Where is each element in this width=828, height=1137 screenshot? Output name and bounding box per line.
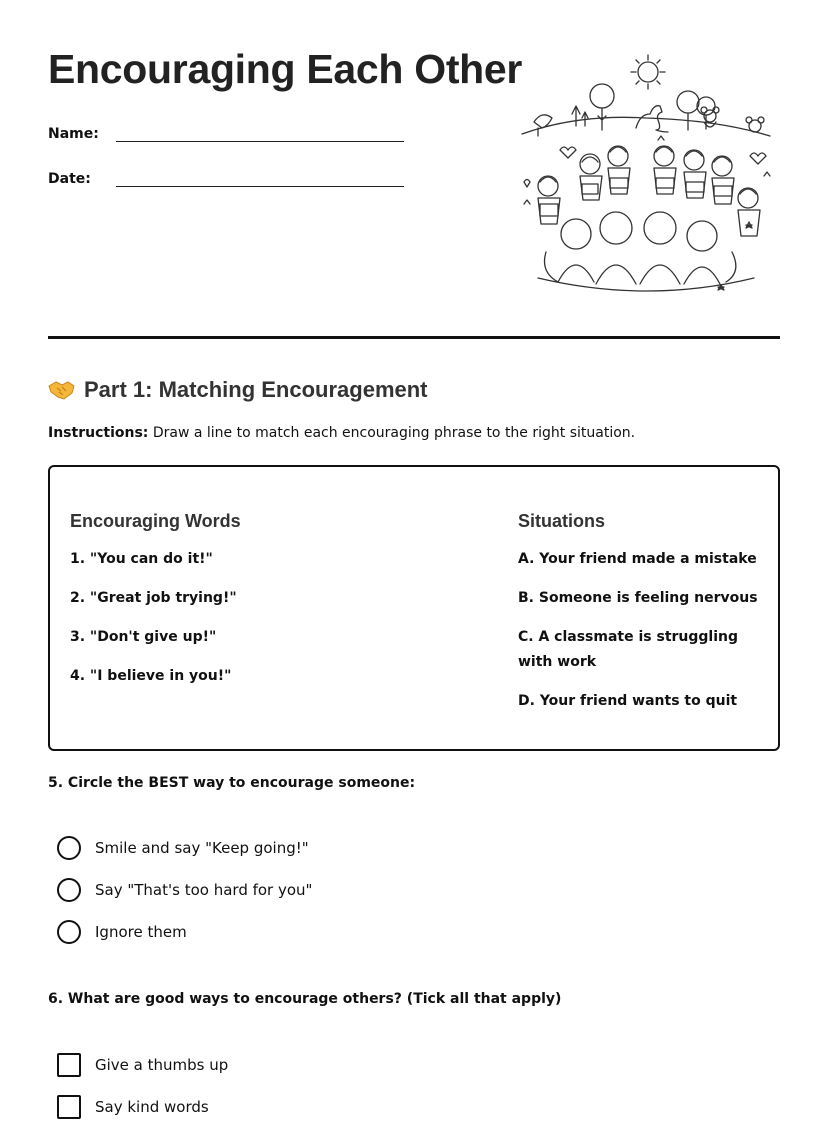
situations-column [518, 511, 768, 728]
encouraging-word-item[interactable]: 1. "You can do it!" [70, 551, 213, 567]
radio-option[interactable] [57, 836, 312, 860]
checkbox-icon[interactable] [57, 1053, 81, 1077]
section-divider [48, 336, 780, 339]
radio-circle-icon[interactable] [57, 920, 81, 944]
radio-option-label: Say "That's too hard for you" [95, 881, 313, 899]
children-circle-illustration [518, 52, 774, 298]
worksheet-title: Encouraging Each Other [48, 46, 523, 92]
situations-heading: Situations [518, 511, 606, 531]
radio-option-label: Smile and say "Keep going!" [95, 839, 309, 857]
question-6-prompt: 6. What are good ways to encourage others? (Tick all that apply) [48, 991, 562, 1007]
part1-title: Part 1: Matching Encouragement [84, 377, 428, 402]
encouraging-word-item[interactable]: 2. "Great job trying!" [70, 590, 237, 606]
checkbox-option-label: Say kind words [95, 1098, 209, 1116]
date-field [48, 163, 404, 187]
date-write-line[interactable] [116, 174, 404, 187]
question-6-options [57, 1053, 228, 1137]
child-figure-icon [580, 154, 602, 200]
checkbox-icon[interactable] [57, 1095, 81, 1119]
date-label: Date: [48, 171, 91, 187]
instructions [48, 425, 635, 441]
situation-item[interactable]: A. Your friend made a mistake [518, 551, 757, 567]
checkbox-option-label: Give a thumbs up [95, 1056, 229, 1074]
matching-box [48, 465, 780, 751]
instructions-text: Draw a line to match each encouraging phrase to the right situation. [148, 425, 636, 441]
instructions-label: Instructions: [48, 425, 149, 441]
tree-icon [590, 84, 614, 130]
handshake-icon [48, 379, 75, 401]
encouraging-words-heading: Encouraging Words [70, 511, 241, 531]
encouraging-word-item[interactable]: 3. "Don't give up!" [70, 629, 217, 645]
encouraging-words-column [70, 511, 460, 703]
situation-item[interactable]: D. Your friend wants to quit [518, 693, 738, 709]
encouraging-word-item[interactable]: 4. "I believe in you!" [70, 668, 232, 684]
radio-option[interactable] [57, 878, 312, 902]
question-5-options [57, 836, 312, 962]
sun-icon [631, 55, 665, 89]
question-5-prompt: 5. Circle the BEST way to encourage someone: [48, 775, 416, 791]
radio-option-label: Ignore them [95, 923, 187, 941]
name-write-line[interactable] [116, 129, 404, 142]
checkbox-option[interactable] [57, 1053, 228, 1077]
name-field [48, 118, 404, 142]
name-label: Name: [48, 126, 99, 142]
situation-item[interactable]: C. A classmate is struggling with work [518, 629, 739, 670]
radio-option[interactable] [57, 920, 312, 944]
radio-circle-icon[interactable] [57, 878, 81, 902]
radio-circle-icon[interactable] [57, 836, 81, 860]
checkbox-option[interactable] [57, 1095, 228, 1119]
situation-item[interactable]: B. Someone is feeling nervous [518, 590, 758, 606]
part1-heading [48, 375, 428, 405]
